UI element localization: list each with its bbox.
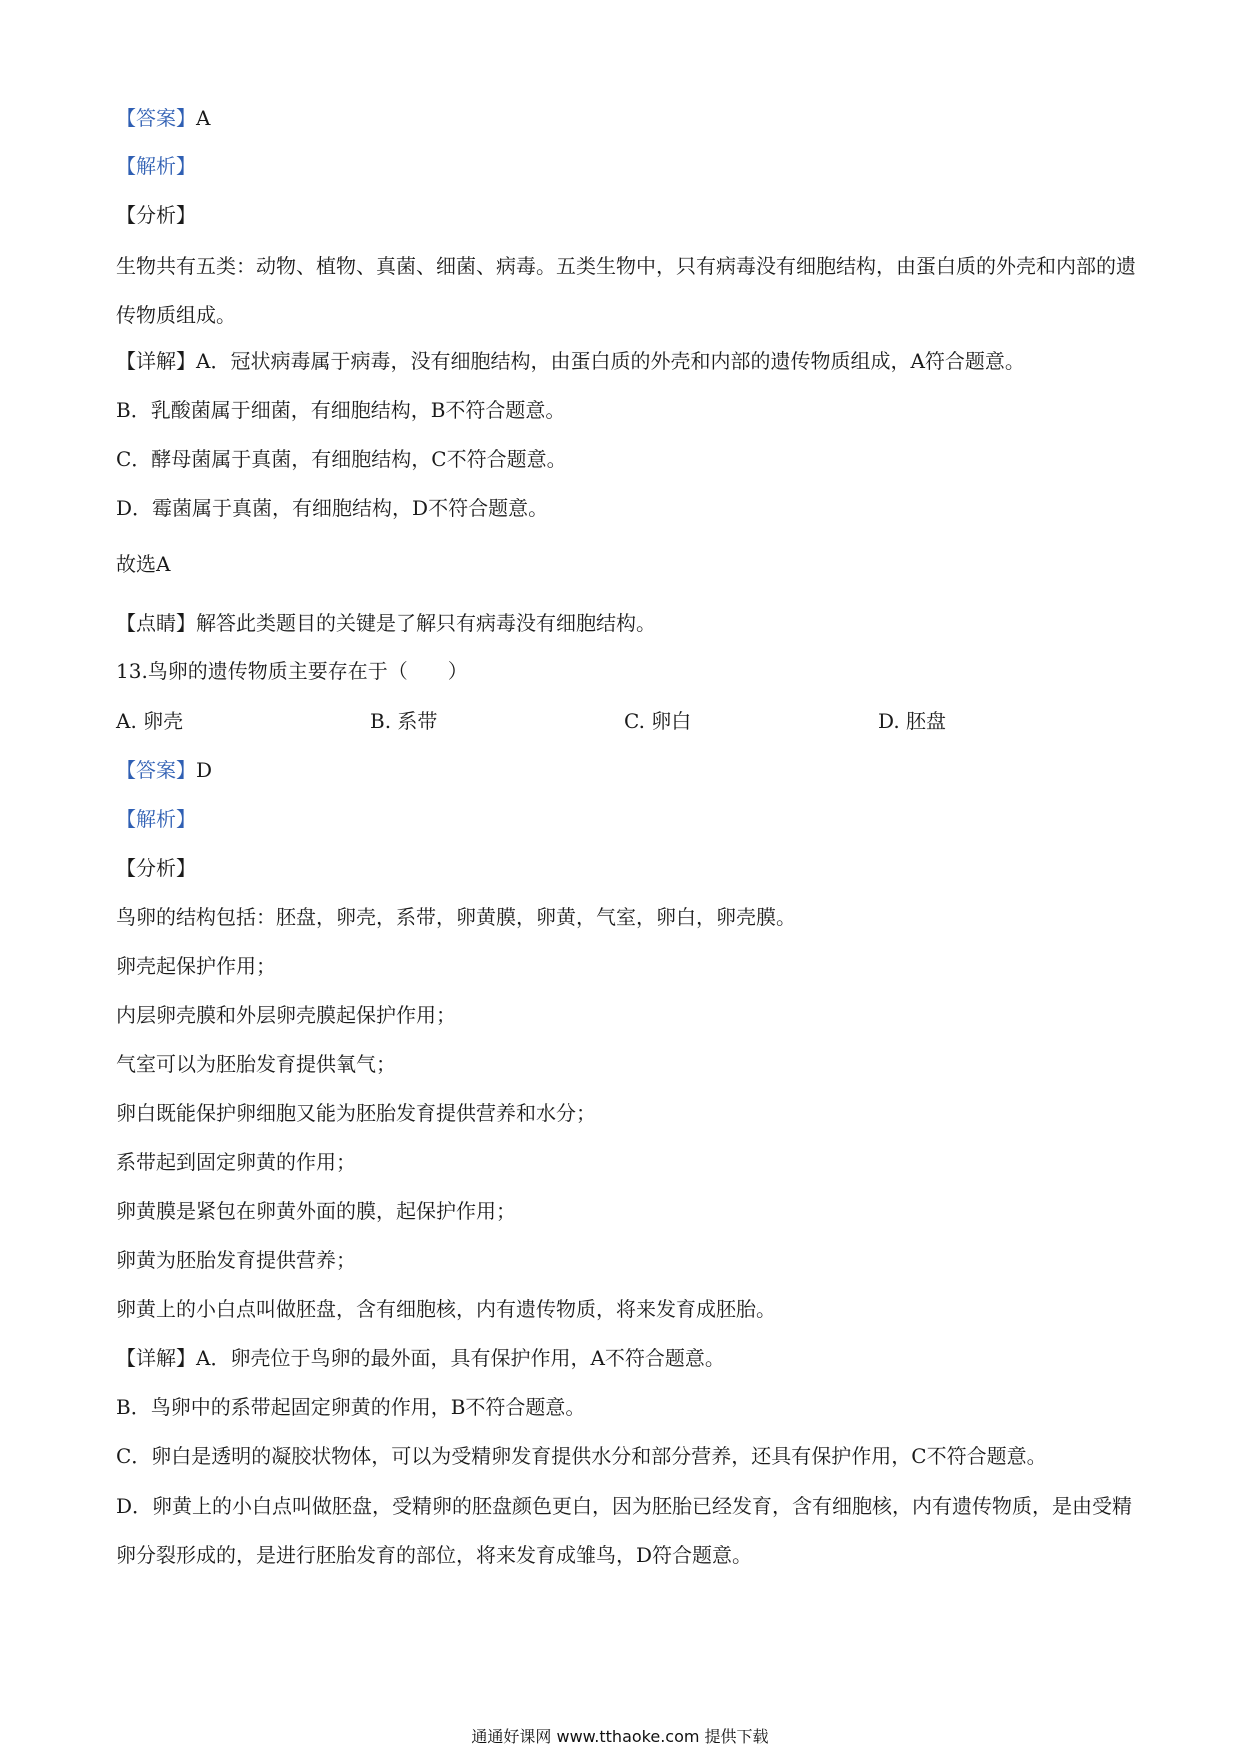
- q13-detail-a: 【详解】A．卵壳位于鸟卵的最外面，具有保护作用，A不符合题意。: [116, 1346, 725, 1370]
- q13-option-b: B. 系带: [370, 709, 438, 733]
- q13-question: 13.鸟卵的遗传物质主要存在于（ ）: [116, 659, 468, 683]
- q13-analysis-line: 气室可以为胚胎发育提供氧气；: [116, 1052, 396, 1076]
- q12-detail-d: D．霉菌属于真菌，有细胞结构，D不符合题意。: [116, 496, 549, 520]
- page-footer: 通通好课网 www.tthaoke.com 提供下载: [471, 1727, 769, 1746]
- q12-detail-b: B．乳酸菌属于细菌，有细胞结构，B不符合题意。: [116, 398, 566, 422]
- q13-analysis-line: 卵黄上的小白点叫做胚盘，含有细胞核，内有遗传物质，将来发育成胚胎。: [116, 1297, 776, 1321]
- q13-analysis-line: 卵壳起保护作用；: [116, 954, 276, 978]
- q12-detail-a: 【详解】A．冠状病毒属于病毒，没有细胞结构，由蛋白质的外壳和内部的遗传物质组成，A符合题意。: [116, 349, 1025, 373]
- q13-option-a: A. 卵壳: [116, 709, 184, 733]
- answer-value: A: [196, 106, 211, 130]
- q13-analysis-line: 卵黄为胚胎发育提供营养；: [116, 1248, 356, 1272]
- answer-tag: 【答案】: [116, 758, 196, 782]
- q13-analysis-line: 鸟卵的结构包括：胚盘，卵壳，系带，卵黄膜，卵黄，气室，卵白，卵壳膜。: [116, 905, 796, 929]
- q13-options: [116, 707, 1136, 735]
- q13-detail-b: B．鸟卵中的系带起固定卵黄的作用，B不符合题意。: [116, 1395, 586, 1419]
- q13-option-c: C. 卵白: [624, 709, 692, 733]
- q13-detail-d: D．卵黄上的小白点叫做胚盘，受精卵的胚盘颜色更白，因为胚胎已经发育，含有细胞核，内有遗传物质，是由受精卵分裂形成的，是进行胚胎发育的部位，将来发育成雏鸟，D符合题意。: [116, 1494, 1133, 1567]
- q13-analysis-line: 内层卵壳膜和外层卵壳膜起保护作用；: [116, 1003, 456, 1027]
- q13-fenxi-tag: 【分析】: [116, 856, 196, 880]
- q12-choose: 故选A: [116, 552, 171, 576]
- q12-answer: [116, 104, 1136, 132]
- q12-fenxi-text: 生物共有五类：动物、植物、真菌、细菌、病毒。五类生物中，只有病毒没有细胞结构，由蛋白质的外壳和内部的遗传物质组成。: [116, 254, 1136, 327]
- answer-tag: 【答案】: [116, 106, 196, 130]
- q12-detail-c: C．酵母菌属于真菌，有细胞结构，C不符合题意。: [116, 447, 567, 471]
- q13-analysis-line: 卵白既能保护卵细胞又能为胚胎发育提供营养和水分；: [116, 1101, 596, 1125]
- q12-fenxi-tag: 【分析】: [116, 203, 196, 227]
- q13-analysis-line: 卵黄膜是紧包在卵黄外面的膜，起保护作用；: [116, 1199, 516, 1223]
- q13-jiexi-tag: 【解析】: [116, 807, 196, 831]
- q12-dianjing: 【点睛】解答此类题目的关键是了解只有病毒没有细胞结构。: [116, 611, 656, 635]
- q13-detail-c: C．卵白是透明的凝胶状物体，可以为受精卵发育提供水分和部分营养，还具有保护作用，C不符合题意。: [116, 1444, 1047, 1468]
- q12-jiexi-tag: 【解析】: [116, 154, 196, 178]
- q13-answer: [116, 756, 1136, 784]
- q13-option-d: D. 胚盘: [878, 709, 947, 733]
- answer-value: D: [196, 758, 213, 782]
- q13-analysis-line: 系带起到固定卵黄的作用；: [116, 1150, 356, 1174]
